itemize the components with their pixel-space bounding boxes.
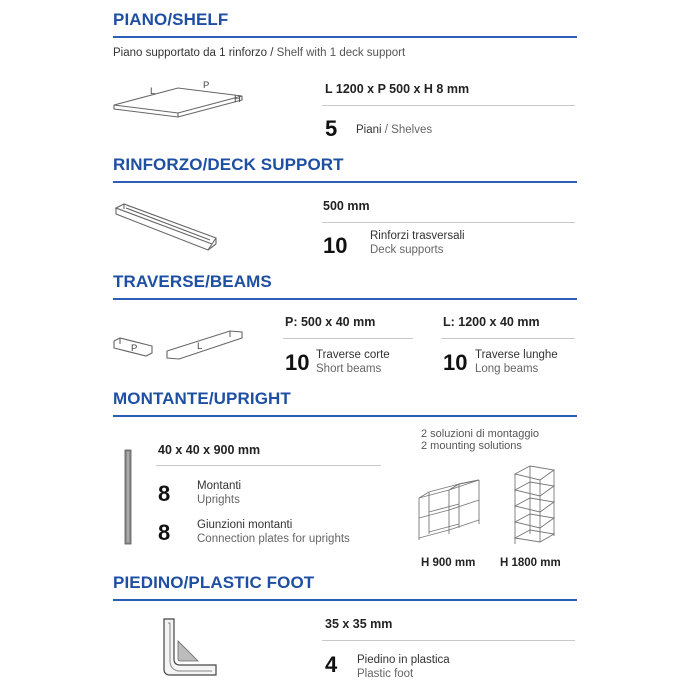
foot-title-rule: [113, 599, 577, 601]
shelf-label-sep: /: [381, 124, 392, 136]
uprights-label-it: Montanti: [197, 480, 242, 492]
deck-support-dim-rule: [322, 222, 575, 223]
shelf-dim-rule: [322, 105, 575, 106]
uprights-label-en: Uprights: [197, 494, 240, 506]
upright-dimensions: 40 x 40 x 900 mm: [158, 443, 261, 457]
shelf-section-title: PIANO/SHELF: [113, 10, 229, 29]
deck-support-dimensions: 500 mm: [323, 199, 370, 213]
foot-dimensions: 35 x 35 mm: [325, 617, 393, 631]
connection-plates-label-en: Connection plates for uprights: [197, 533, 350, 545]
beams-diagram-l: L: [197, 341, 203, 352]
mounting-solutions-it: 2 soluzioni di montaggio: [421, 428, 540, 440]
upright-title-rule: [113, 415, 577, 417]
shelving-900-icon: [415, 478, 487, 544]
short-beams-label-it: Traverse corte: [316, 349, 390, 361]
shelf-label-it: Piani: [356, 124, 382, 136]
beams-diagram-p: P: [131, 343, 138, 354]
upright-dim-rule: [156, 465, 381, 466]
upright-post-icon: [122, 448, 136, 548]
upright-section-title: MONTANTE/UPRIGHT: [113, 389, 291, 408]
shelf-label-en: Shelves: [391, 124, 433, 136]
shelf-caption-it: Piano supportato da 1 rinforzo: [113, 47, 268, 59]
long-beams-label: [475, 348, 558, 376]
shelf-caption-sep: /: [267, 47, 277, 59]
connection-plates-label: [197, 518, 350, 546]
short-beams-label-en: Short beams: [316, 363, 382, 375]
long-beams-quantity: 10: [443, 350, 468, 375]
shelf-diagram-l: L: [150, 86, 156, 97]
short-beams-dimensions: P: 500 x 40 mm: [285, 315, 376, 329]
uprights-quantity: 8: [158, 481, 171, 506]
shelf-label: [356, 123, 432, 137]
uprights-label: [197, 479, 241, 507]
shelf-title-rule: [113, 36, 577, 38]
deck-support-quantity: 10: [323, 233, 348, 258]
short-beams-quantity: 10: [285, 350, 310, 375]
height-1800-label: H 1800 mm: [500, 557, 561, 569]
long-beams-label-it: Traverse lunghe: [475, 349, 558, 361]
deck-support-section-title: RINFORZO/DECK SUPPORT: [113, 155, 344, 174]
mounting-solutions-en: 2 mounting solutions: [421, 440, 522, 452]
beams-icon: [112, 326, 247, 366]
deck-support-label-it: Rinforzi trasversali: [370, 230, 465, 242]
shelving-1800-icon: [510, 462, 560, 546]
deck-support-bar-icon: [112, 200, 222, 255]
long-beams-label-en: Long beams: [475, 363, 539, 375]
shelf-panel-icon: [110, 78, 260, 128]
foot-label-it: Piedino in plastica: [357, 654, 450, 666]
short-beams-label: [316, 348, 390, 376]
beams-title-rule: [113, 298, 577, 300]
long-beams-dimensions: L: 1200 x 40 mm: [443, 315, 540, 329]
shelf-caption: [113, 47, 405, 59]
foot-quantity: 4: [325, 652, 338, 677]
deck-support-label: [370, 229, 465, 257]
shelf-caption-en: Shelf with 1 deck support: [276, 47, 406, 59]
shelf-dimensions: L 1200 x P 500 x H 8 mm: [325, 82, 470, 96]
height-900-label: H 900 mm: [421, 557, 476, 569]
shelf-quantity: 5: [325, 116, 338, 141]
short-beams-dim-rule: [283, 338, 413, 339]
foot-label: [357, 653, 450, 681]
foot-section-title: PIEDINO/PLASTIC FOOT: [113, 573, 315, 592]
beams-section-title: TRAVERSE/BEAMS: [113, 272, 272, 291]
foot-label-en: Plastic foot: [357, 668, 414, 680]
shelf-diagram-p: P: [203, 80, 210, 91]
plastic-foot-icon: [160, 615, 222, 680]
connection-plates-quantity: 8: [158, 520, 171, 545]
connection-plates-label-it: Giunzioni montanti: [197, 519, 293, 531]
deck-support-label-en: Deck supports: [370, 244, 444, 256]
foot-dim-rule: [322, 640, 575, 641]
mounting-solutions: [421, 428, 539, 452]
long-beams-dim-rule: [441, 338, 575, 339]
deck-support-title-rule: [113, 181, 577, 183]
shelf-diagram-h: H: [234, 94, 241, 105]
